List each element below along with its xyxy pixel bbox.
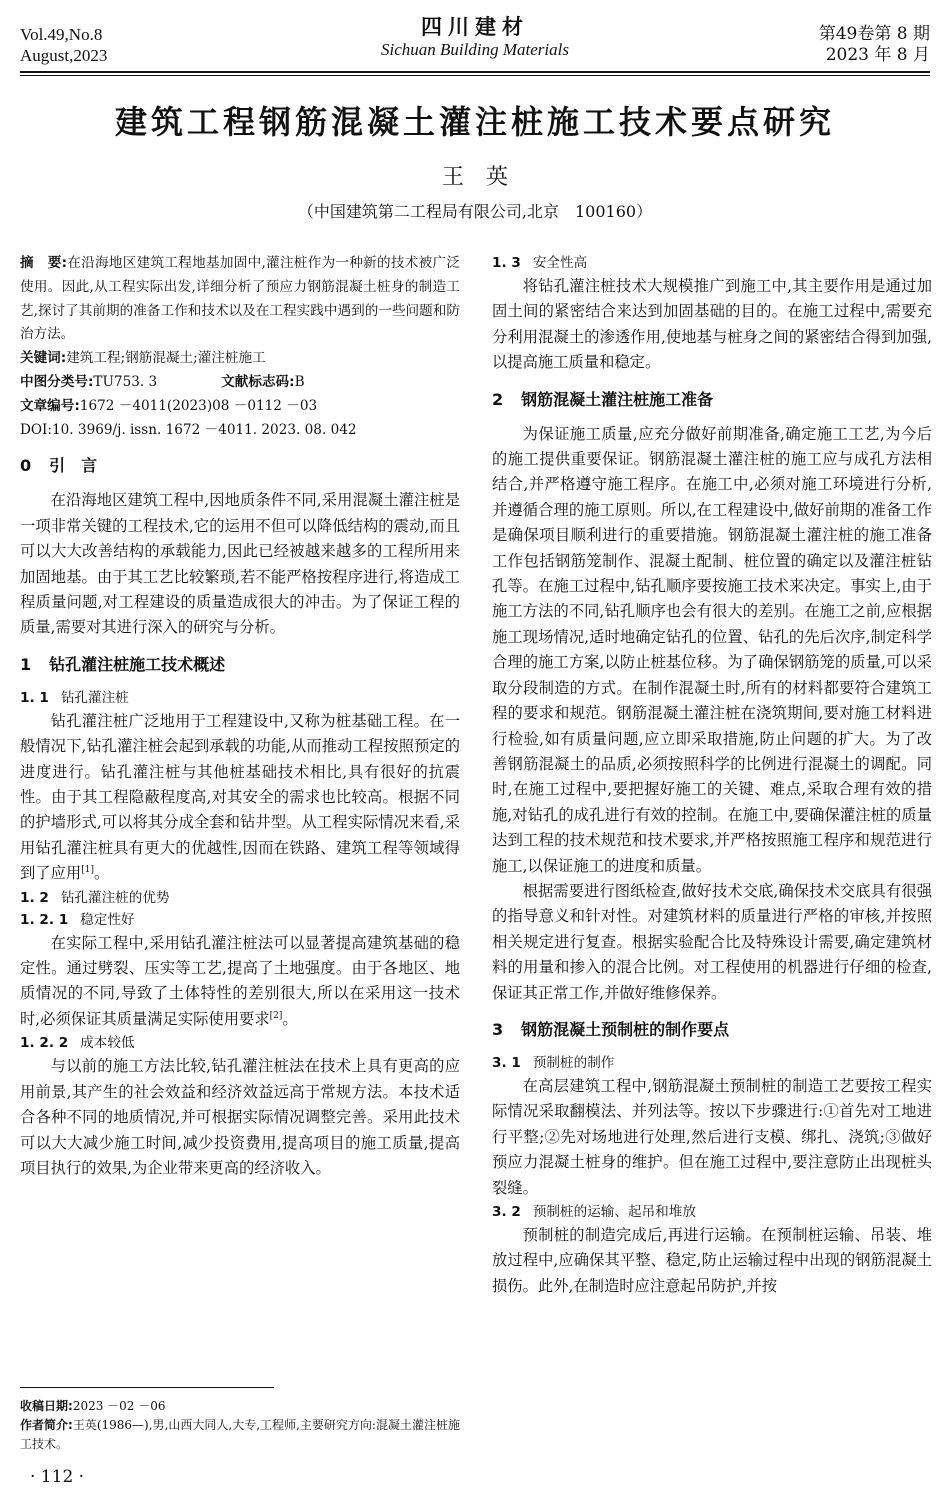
subsection-title: 安全性高 — [532, 255, 588, 271]
paragraph-text: 在实际工程中,采用钻孔灌注桩法可以显著提高建筑基础的稳定性。通过劈裂、压实等工艺,提高了土地强度。由于各地区、地质情况的不同,导致了土体特性的差别很大,所以在采用这一技术时,必须保证其质量满足实际使用要求 — [20, 933, 460, 1028]
subsection-number: 3. 1 — [492, 1054, 521, 1071]
author-bio-label: 作者简介: — [20, 1418, 73, 1432]
section-heading — [492, 388, 932, 412]
subsection-title: 钻孔灌注桩的优势 — [60, 889, 170, 906]
left-column — [20, 252, 460, 1181]
subsection-title: 成本较低 — [80, 1035, 135, 1052]
header-left — [20, 24, 107, 66]
paragraph-text: 钻孔灌注桩广泛地用于工程建设中,又称为桩基础工程。在一般情况下,钻孔灌注桩会起到承载的功能,从而推动工程按照预定的进度进行。钻孔灌注桩与其他桩基础技术相比,具有很好的抗震性。由于其工程隐蔽程度高,对其安全的需求也比较高。根据不同的护墙形式,可以将其分成全套和钻井型。从工程实际情况来看,采用钻孔灌注桩具有更大的优越性,因而在铁路、建筑工程等领域得到了应用 — [20, 711, 460, 883]
header-right — [819, 24, 930, 66]
citation: [1] — [81, 865, 94, 876]
keywords-text: 建筑工程;钢筋混凝土;灌注桩施工 — [66, 350, 266, 367]
paragraph: 在沿海地区建筑工程中,因地质条件不同,采用混凝土灌注桩是一项非常关键的工程技术,它的运用不但可以降低结构的震动,而且可以大大改善结构的承载能力,因此已经被越来越多的工程所用来加固地基。由于其工艺比较繁琐,若不能严格按程序进行,将造成工程质量问题,对工程建设的质量造成很大的冲击。为了保证工程的质量,需要对其进行深入的研究与分析。 — [20, 491, 460, 637]
volume-issue: Vol.49,No.8 — [20, 25, 103, 44]
section-title: 钢筋混凝土灌注桩施工准备 — [521, 389, 714, 409]
author-bio-text: 王英(1986—),男,山西大同人,大专,工程师,主要研究方向:混凝土灌注桩施工技术。 — [20, 1418, 460, 1451]
section-heading — [20, 454, 460, 478]
subsection-heading — [492, 1201, 932, 1223]
clc-value: TU753. 3 — [93, 373, 158, 390]
paragraph: 根据需要进行图纸检查,做好技术交底,确保技术交底具有很强的指导意义和针对性。对建筑材料的质量进行严格的审核,并按照相关规定进行复查。根据实验配合比及特殊设计需要,确定建筑材料的用量和掺入的混合比例。对工程使用的机器进行仔细的检查,保证其正常工作,并做好维修保养。 — [492, 881, 932, 1002]
paragraph: 预制桩的制造完成后,再进行运输。在预制桩运输、吊装、堆放过程中,应确保其平整、稳定,防止运输过程中出现的钢筋混凝土损伤。此外,在制造时应注意起吊防护,并按 — [492, 1226, 932, 1295]
paragraph: 在实际工程中,采用钻孔灌注桩法可以显著提高建筑基础的稳定性。通过劈裂、压实等工艺,提高了土地强度。由于各地区、地质情况的不同,导致了土体特性的差别很大,所以在采用这一技术时,必须保证其质量满足实际使用要求[2]。 — [20, 933, 460, 1028]
doc-code-label: 文献标志码: — [221, 373, 295, 390]
section-number: 2 — [492, 389, 504, 409]
received-label: 收稿日期: — [20, 1399, 73, 1413]
subsection-number: 1. 2. 2 — [20, 1035, 69, 1052]
abstract — [20, 252, 460, 347]
article-number — [20, 395, 460, 419]
section-number: 3 — [492, 1019, 504, 1039]
abstract-label: 摘 要: — [20, 255, 68, 271]
section-title: 钻孔灌注桩施工技术概述 — [49, 654, 226, 674]
section-number: 1 — [20, 654, 32, 674]
subsection-heading — [20, 909, 460, 931]
keywords-label: 关键词: — [20, 350, 67, 367]
right-column — [492, 252, 932, 1299]
subsection-heading — [492, 1052, 932, 1074]
subsection-number: 1. 2 — [20, 889, 49, 906]
subsection-heading — [20, 1032, 460, 1054]
doi: DOI:10. 3969/j. issn. 1672 －4011. 2023. 08. 042 — [20, 421, 357, 438]
subsection-heading — [492, 252, 932, 274]
issue-date-cn: 2023 年 8 月 — [825, 45, 930, 65]
article-number-value: 1672 －4011(2023)08 －0112 －03 — [79, 397, 318, 414]
author-bio — [20, 1416, 460, 1454]
subsection-number: 3. 2 — [492, 1204, 521, 1220]
keywords — [20, 347, 460, 371]
footnote-rule — [20, 1387, 274, 1388]
subsection-number: 1. 3 — [492, 255, 521, 271]
page-number: · 112 · — [30, 1467, 85, 1487]
subsection-heading — [20, 887, 460, 909]
paragraph: 将钻孔灌注桩技术大规模推广到施工中,其主要作用是通过加固土间的紧密结合来达到加固基础的目的。在施工过程中,需要充分利用混凝土的渗透作用,使地基与桩身之间的紧密结合得到加强,以提高施工质量和稳定。 — [492, 277, 932, 372]
received-date — [20, 1397, 460, 1416]
article-title: 建筑工程钢筋混凝土灌注桩施工技术要点研究 — [114, 103, 835, 141]
article-number-label: 文章编号: — [20, 397, 80, 414]
section-title: 钢筋混凝土预制桩的制作要点 — [521, 1019, 730, 1039]
section-number: 0 — [20, 456, 32, 476]
author-affiliation: （中国建筑第二工程局有限公司,北京 100160） — [297, 202, 653, 221]
header-rule-thin — [20, 75, 930, 76]
article-author: 王 英 — [441, 165, 508, 190]
header-rule — [20, 71, 930, 73]
abstract-text: 在沿海地区建筑工程地基加固中,灌注桩作为一种新的技术被广泛使用。因此,从工程实际出发,详细分析了预应力钢筋混凝土桩身的制造工艺,探讨了其前期的准备工作和技术以及在工程实践中遇到的一些问题和防治方法。 — [20, 255, 460, 343]
received-value: 2023 －02 －06 — [72, 1399, 166, 1413]
subsection-title: 预制桩的运输、起吊和堆放 — [532, 1204, 696, 1220]
clc-label: 中图分类号: — [20, 373, 94, 390]
section-heading — [492, 1018, 932, 1042]
issue-date-en: August,2023 — [20, 46, 108, 65]
subsection-title: 钻孔灌注桩 — [60, 689, 129, 706]
subsection-number: 1. 1 — [20, 689, 49, 706]
header-center — [330, 14, 620, 60]
subsection-heading — [20, 687, 460, 709]
section-heading — [20, 653, 460, 677]
doc-code-value: B — [294, 373, 305, 390]
paragraph: 为保证施工质量,应充分做好前期准备,确定施工工艺,为今后的施工提供重要保证。钢筋混凝土灌注桩的施工应与成孔方法相结合,并严格遵守施工程序。在施工中,必须对施工环境进行分析,并遵循合理的施工原则。所以,在工程建设中,做好前期的准备工作是确保项目顺利进行的重要措施。钢筋混凝土灌注桩的施工准备工作包括钢筋笼制作、混凝土配制、桩位置的确定以及灌注桩钻孔等。在施工过程中,钻孔顺序要按施工技术来决定。事实上,由于施工方法的不同,钻孔顺序也会有很大的差别。在施工之前,应根据施工现场情况,适时地确定钻孔的位置、钻孔的先后次序,制定科学合理的施工方案,以防止桩基位移。为了确保钢筋笼的质量,可以采取分段制造的方式。在制作混凝土时,所有的材料都要符合建筑工程的要求和规范。钢筋混凝土灌注桩在浇筑期间,要对施工材料进行检验,如有质量问题,应立即采取措施,防止问题的扩大。为了改善钢筋混凝土的品质,必须按照科学的比例进行混凝土的调配。同时,在施工过程中,要把握好施工的关键、难点,采取合理有效的措施,对钻孔的成孔进行有效的控制。在施工中,要确保灌注桩的质量达到工程的技术规范和技术要求,并严格按照施工程序和规范进行施工,以保证施工的进度和质量。 — [492, 424, 932, 875]
abstract-block — [20, 252, 460, 442]
journal-name-en: Sichuan Building Materials — [381, 40, 569, 59]
citation: [2] — [269, 1010, 283, 1021]
volume-issue-cn: 第49卷第 8 期 — [818, 24, 930, 44]
subsection-title: 预制桩的制作 — [532, 1054, 615, 1071]
journal-logo: 四川建材 — [421, 14, 529, 39]
footnote — [20, 1397, 460, 1454]
subsection-title: 稳定性好 — [80, 911, 135, 928]
paragraph: 钻孔灌注桩广泛地用于工程建设中,又称为桩基础工程。在一般情况下,钻孔灌注桩会起到承载的功能,从而推动工程按照预定的进度进行。钻孔灌注桩与其他桩基础技术相比,具有很好的抗震性。由于其工程隐蔽程度高,对其安全的需求也比较高。根据不同的护墙形式,可以将其分成全套和钻井型。从工程实际情况来看,采用钻孔灌注桩具有更大的优越性,因而在铁路、建筑工程等领域得到了应用[1]。 — [20, 711, 460, 883]
paragraph: 在高层建筑工程中,钢筋混凝土预制桩的制造工艺要按工程实际情况采取翻模法、并列法等。按以下步骤进行:①首先对工地进行平整;②先对场地进行处理,然后进行支模、绑扎、浇筑;③做好预应力混凝土桩身的维护。但在施工过程中,要注意防止出现桩头裂缝。 — [492, 1076, 932, 1197]
classification — [20, 371, 460, 395]
paragraph: 与以前的施工方法比较,钻孔灌注桩法在技术上具有更高的应用前景,其产生的社会效益和经济效益远高于常规方法。本技术适合各种不同的地质情况,并可根据实际情况调整完善。采用此技术可以大大减少施工时间,减少投资费用,提高项目的施工质量,提高项目执行的效果,为企业带来更高的经济收入。 — [20, 1057, 460, 1177]
section-title: 引 言 — [49, 456, 98, 476]
subsection-number: 1. 2. 1 — [20, 911, 69, 928]
